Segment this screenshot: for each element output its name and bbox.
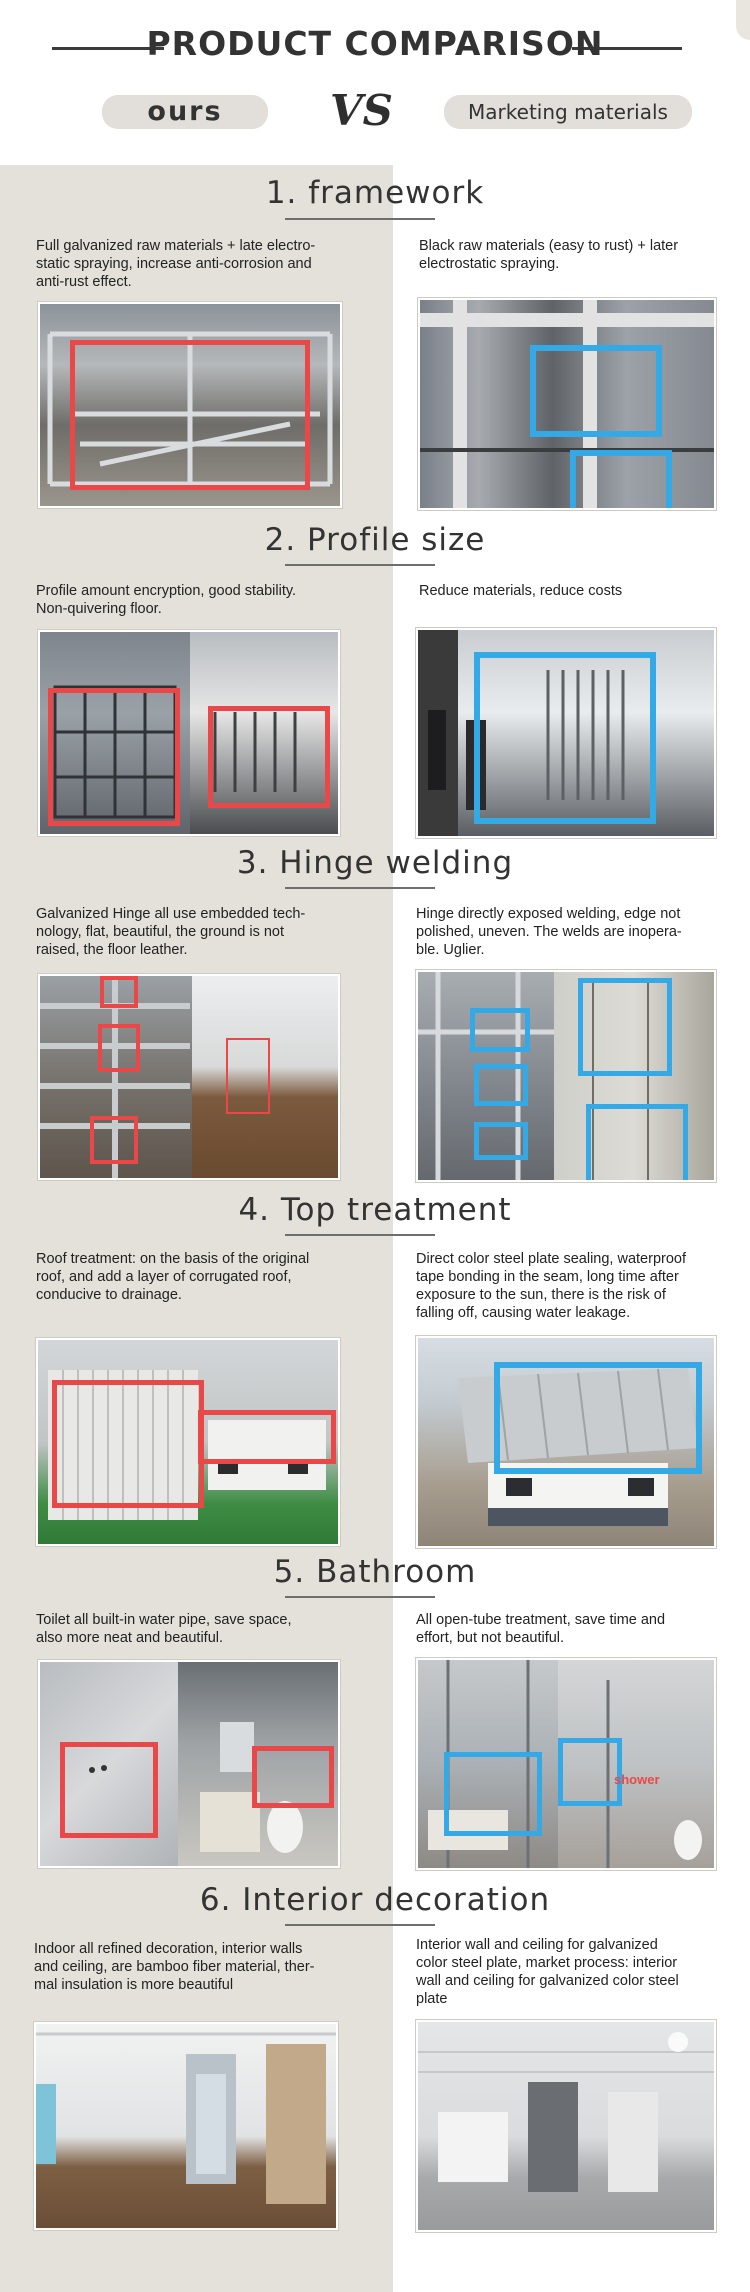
market-hinge-photo xyxy=(416,970,716,1182)
section-title-interior-decoration: 6. Interior decoration xyxy=(199,1882,551,1918)
highlight-box xyxy=(100,976,138,1008)
section-underline xyxy=(285,1234,435,1236)
highlight-box xyxy=(70,340,310,490)
highlight-box xyxy=(252,1746,334,1808)
market-roof-photo xyxy=(416,1336,716,1548)
ours-description: Galvanized Hinge all use embedded tech- nology, flat, beautiful, the ground is not raised, the floor leather. xyxy=(36,906,306,958)
ours-label: ours xyxy=(102,95,268,129)
highlight-box xyxy=(474,1064,528,1106)
section-title-framework: 1. framework xyxy=(265,175,485,211)
highlight-box xyxy=(52,1380,204,1508)
ours-description: Indoor all refined decoration, interior walls and ceiling, are bamboo fiber material, ther- mal insulation is more beautiful xyxy=(34,1941,315,1993)
section-underline xyxy=(285,218,435,220)
market-interior-photo xyxy=(416,2020,716,2232)
corner-decoration xyxy=(736,0,750,40)
vs-label: VS xyxy=(330,86,393,135)
highlight-box xyxy=(470,1008,530,1052)
highlight-box xyxy=(586,1104,688,1182)
ours-profile-photo xyxy=(38,630,340,836)
highlight-box xyxy=(570,450,672,510)
highlight-box xyxy=(578,978,672,1076)
highlight-box xyxy=(474,652,656,824)
market-description: Direct color steel plate sealing, waterproof tape bonding in the seam, long time after exposure to the sun, there is the risk of falling off, causing water leakage. xyxy=(416,1251,686,1321)
highlight-box xyxy=(558,1738,622,1806)
interior-room-drawing xyxy=(36,2024,336,2228)
highlight-box xyxy=(60,1742,158,1838)
market-description: All open-tube treatment, save time and effort, but not beautiful. xyxy=(416,1612,666,1646)
market-bathroom-photo xyxy=(416,1658,716,1870)
hinge-beams-drawing xyxy=(40,976,338,1178)
marketing-materials-label: Marketing materials xyxy=(444,95,692,129)
highlight-box xyxy=(530,345,662,437)
section-title-hinge-welding: 3. Hinge welding xyxy=(236,845,514,881)
header xyxy=(0,0,750,165)
highlight-box xyxy=(198,1410,336,1464)
ours-description: Toilet all built-in water pipe, save space, also more neat and beautiful. xyxy=(36,1612,292,1646)
ours-roof-photo xyxy=(36,1338,340,1546)
market-description: Black raw materials (easy to rust) + later electrostatic spraying. xyxy=(419,238,679,272)
section-underline xyxy=(285,1596,435,1598)
highlight-box xyxy=(474,1122,528,1160)
highlight-box xyxy=(48,688,180,826)
ours-bathroom-photo xyxy=(38,1660,340,1868)
market-framework-photo xyxy=(418,298,716,510)
section-title-bathroom: 5. Bathroom xyxy=(273,1554,477,1590)
market-description: Reduce materials, reduce costs xyxy=(419,583,623,599)
ours-hinge-photo xyxy=(38,974,340,1180)
market-profile-photo xyxy=(416,628,716,838)
shower-label: shower xyxy=(614,1772,660,1787)
market-description: Interior wall and ceiling for galvanized color steel plate, market process: interior wall and ceiling for galvanized color steel plate xyxy=(416,1937,679,2007)
highlight-box xyxy=(444,1752,542,1836)
page-title: PRODUCT COMPARISON xyxy=(146,24,604,63)
highlight-box xyxy=(226,1038,270,1114)
ours-description: Roof treatment: on the basis of the original roof, and add a layer of corrugated roof, conducive to drainage. xyxy=(36,1251,310,1303)
ours-description: Full galvanized raw materials + late electro- static spraying, increase anti-corrosion and anti-rust effect. xyxy=(36,238,316,290)
section-underline xyxy=(285,1924,435,1926)
section-underline xyxy=(285,564,435,566)
section-title-profile-size: 2. Profile size xyxy=(264,522,486,558)
ours-description: Profile amount encryption, good stability. Non-quivering floor. xyxy=(36,583,297,617)
steel-plate-interior-drawing xyxy=(418,2022,714,2230)
market-description: Hinge directly exposed welding, edge not polished, uneven. The welds are inopera- ble. Uglier. xyxy=(416,906,682,958)
highlight-box xyxy=(90,1116,138,1164)
highlight-box xyxy=(208,706,330,808)
section-underline xyxy=(285,887,435,889)
ours-framework-photo xyxy=(38,302,342,508)
highlight-box xyxy=(98,1024,140,1072)
section-title-top-treatment: 4. Top treatment xyxy=(238,1192,512,1228)
highlight-box xyxy=(494,1362,702,1474)
ours-interior-photo xyxy=(34,2022,338,2230)
